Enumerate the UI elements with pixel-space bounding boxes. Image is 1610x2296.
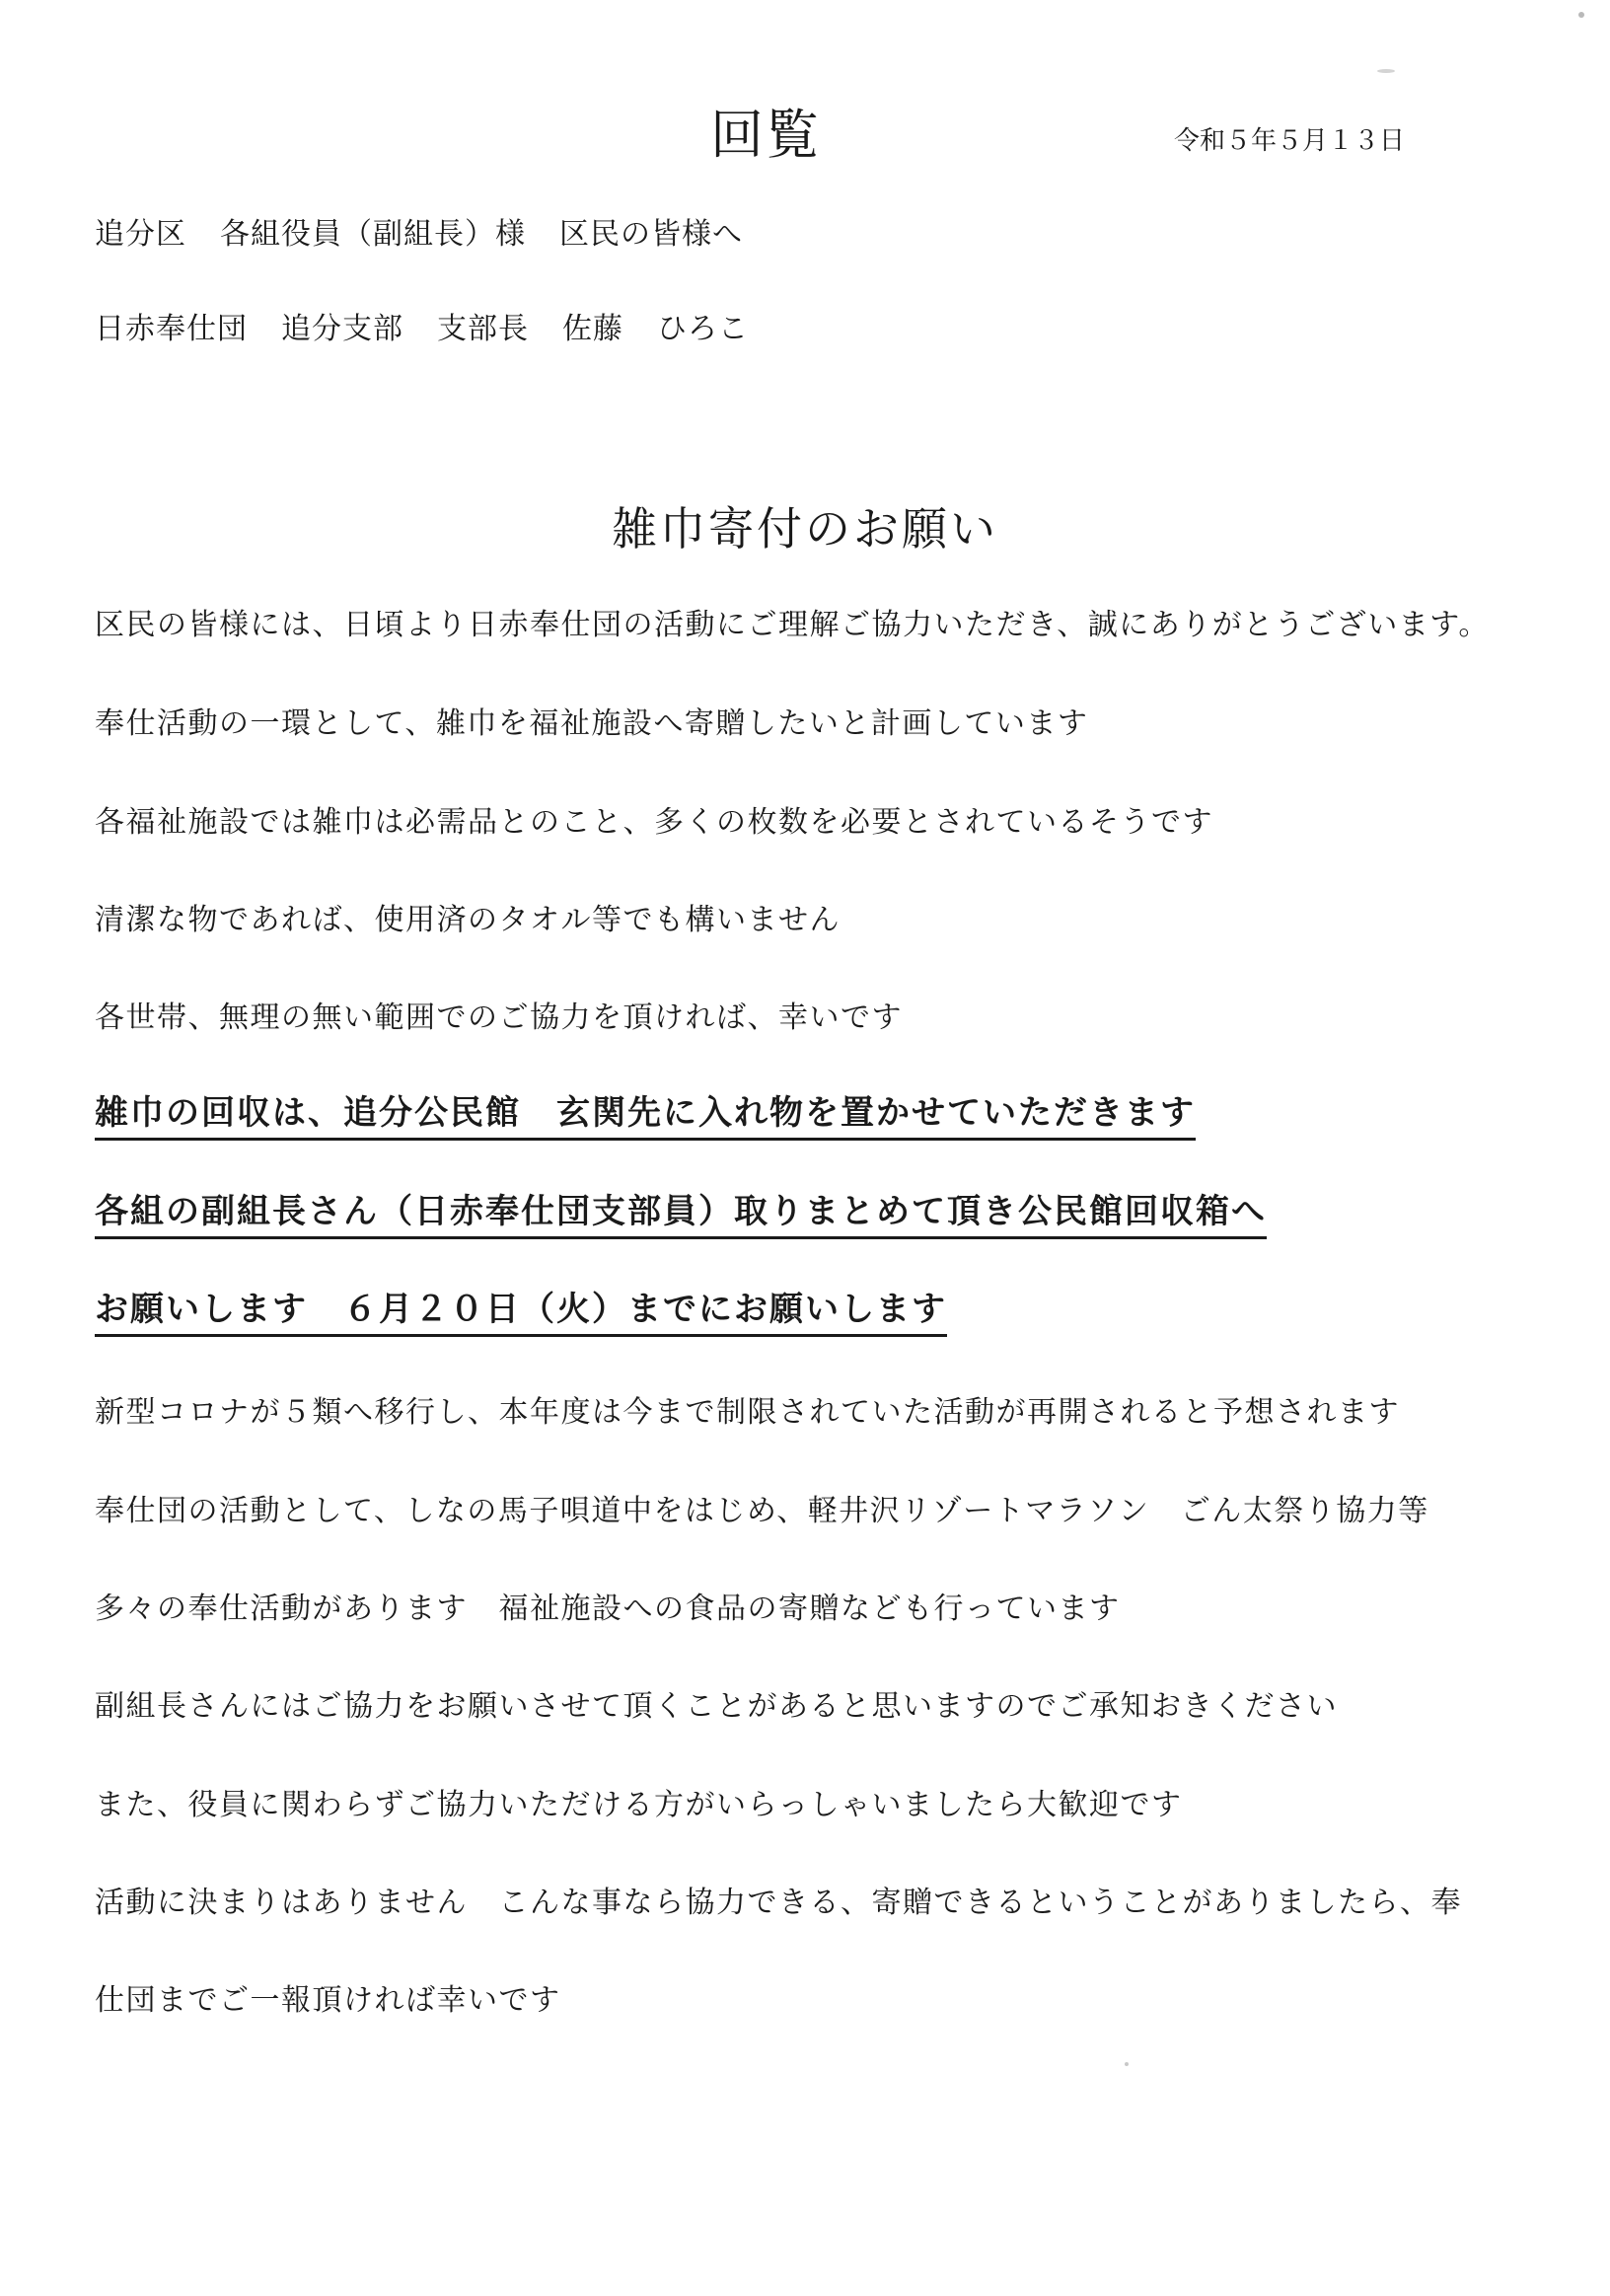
scan-speck [1578, 12, 1584, 18]
document-date: 令和５年５月１３日 [1174, 126, 1406, 156]
closing-line: 奉仕団の活動として、しなの馬子唄道中をはじめ、軽井沢リゾートマラソン ごん太祭り協力等 [95, 1494, 1429, 1528]
addressee-line [95, 209, 776, 253]
scan-speck [1377, 69, 1395, 73]
body-line: 区民の皆様には、日頃より日赤奉仕団の活動にご理解ご協力いただき、誠にありがとうございます。 [95, 608, 1490, 642]
sender-organization: 日赤奉仕団 [95, 312, 248, 346]
scan-speck [1125, 2062, 1129, 2066]
body-line: 清潔な物であれば、使用済のタオル等でも構いません [95, 903, 841, 937]
addressee-officers: 各組役員（副組長）様 [220, 217, 526, 252]
body-line: 各福祉施設では雑巾は必需品とのこと、多くの枚数を必要とされているそうです [95, 805, 1213, 840]
body-line: 奉仕活動の一環として、雑巾を福祉施設へ寄贈したいと計画しています [95, 706, 1089, 741]
sender-surname: 佐藤 [562, 312, 623, 346]
closing-line: また、役員に関わらずご協力いただける方がいらっしゃいましたら大歓迎です [95, 1788, 1183, 1822]
addressee-district: 追分区 [95, 217, 186, 252]
closing-line: 活動に決まりはありません こんな事なら協力できる、寄贈できるということがありましたら、奉 [95, 1886, 1462, 1920]
document-heading: 雑巾寄付のお願い [612, 502, 998, 555]
document-title: 回覧 [710, 104, 821, 166]
sender-line [95, 304, 782, 347]
sender-branch: 追分支部 [281, 312, 403, 346]
closing-line: 仕団までご一報頂ければ幸いです [95, 1983, 561, 2018]
collection-notice-line: 雑巾の回収は、追分公民館 玄関先に入れ物を置かせていただきます [95, 1085, 1196, 1141]
sender-role: 支部長 [437, 312, 529, 346]
closing-line: 新型コロナが５類へ移行し、本年度は今まで制限されていた活動が再開されると予想されます [95, 1395, 1400, 1430]
addressee-residents: 区民の皆様へ [559, 217, 743, 252]
deadline-notice-line: お願いします ６月２０日（火）までにお願いします [95, 1282, 947, 1337]
collection-notice-line: 各組の副組長さん（日赤奉仕団支部員）取りまとめて頂き公民館回収箱へ [95, 1184, 1267, 1239]
sender-given-name: ひろこ [657, 312, 749, 346]
closing-line: 副組長さんにはご協力をお願いさせて頂くことがあると思いますのでご承知おきください [95, 1689, 1338, 1724]
closing-line: 多々の奉仕活動があります 福祉施設への食品の寄贈なども行っています [95, 1592, 1121, 1626]
body-line: 各世帯、無理の無い範囲でのご協力を頂ければ、幸いです [95, 1000, 903, 1035]
